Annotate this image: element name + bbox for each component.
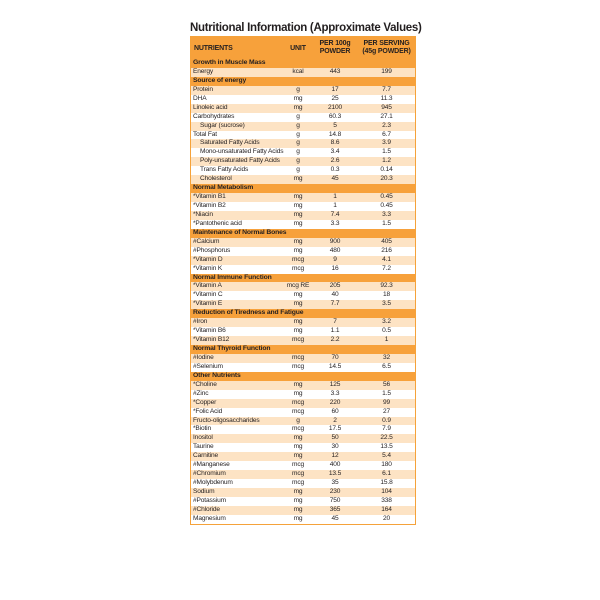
nutrient-name: *Vitamin B6 <box>193 327 226 335</box>
value-per-100g: 230 <box>329 488 341 495</box>
nutrient-name: *Vitamin C <box>193 291 223 299</box>
nutrient-name: Poly-unsaturated Fatty Acids <box>200 157 280 165</box>
value-per-100g: 1 <box>333 193 337 201</box>
value-per-serving: 405 <box>381 237 392 245</box>
nutrient-name: #Phosphorus <box>193 246 231 254</box>
value-per-100g: 35 <box>331 479 339 487</box>
value-per-serving: 0.5 <box>382 327 391 335</box>
nutrient-name: #Iron <box>193 318 208 326</box>
nutrient-unit: mcg <box>291 479 304 487</box>
value-per-100g: 3.3 <box>330 219 340 227</box>
nutrient-unit: mg <box>293 327 303 335</box>
table-row <box>191 497 415 506</box>
value-per-100g: 1 <box>333 202 337 209</box>
value-per-serving: 1.5 <box>382 219 391 227</box>
value-per-100g: 443 <box>329 67 341 75</box>
table-row <box>191 470 415 479</box>
section-header: Reduction of Tiredness and Fatigue <box>191 309 415 318</box>
nutrient-unit: mg <box>293 94 303 102</box>
value-per-serving: 6.1 <box>382 470 391 478</box>
nutrient-name: #Zinc <box>193 389 209 397</box>
table-row <box>191 479 415 488</box>
value-per-100g: 2100 <box>327 103 343 111</box>
table-row <box>191 300 415 309</box>
nutrient-name: Trans Fatty Acids <box>200 166 249 174</box>
value-per-serving: 1.2 <box>382 157 391 165</box>
nutrient-unit: mg <box>293 488 303 495</box>
table-row <box>191 425 415 434</box>
section-header: Source of energy <box>191 77 415 86</box>
nutrient-unit: mcg <box>291 255 304 263</box>
table-row <box>191 515 415 524</box>
table-row <box>191 265 415 274</box>
value-per-100g: 750 <box>329 496 341 504</box>
value-per-100g: 7.7 <box>330 300 340 308</box>
table-row <box>191 327 415 336</box>
value-per-serving: 164 <box>381 505 392 513</box>
nutrient-name: *Vitamin B12 <box>193 336 230 344</box>
nutrient-name: Energy <box>193 67 213 75</box>
table-row <box>191 122 415 131</box>
table-row <box>191 390 415 399</box>
nutrient-unit: mcg RE <box>286 282 310 290</box>
nutrient-unit: mcg <box>291 470 304 478</box>
nutrient-unit: mg <box>293 514 303 522</box>
table-row <box>191 461 415 470</box>
table-row <box>191 202 415 211</box>
nutrition-table <box>190 36 416 525</box>
value-per-100g: 2.6 <box>330 157 340 165</box>
value-per-serving: 1.5 <box>382 148 391 156</box>
nutrient-name: *Vitamin B2 <box>193 202 226 209</box>
header-per-100g: PER 100g POWDER <box>319 40 351 55</box>
nutrient-name: *Pantothenic acid <box>193 219 242 227</box>
table-row <box>191 139 415 148</box>
nutrient-name: Magnesium <box>193 514 226 522</box>
header-unit: UNIT <box>290 44 306 52</box>
nutrient-name: Protein <box>193 85 213 93</box>
nutrient-name: Inositol <box>193 434 213 442</box>
value-per-100g: 2 <box>333 416 337 424</box>
table-row <box>191 166 415 175</box>
nutrient-name: *Folic Acid <box>193 407 223 415</box>
nutrient-name: Taurine <box>193 443 214 451</box>
value-per-100g: 3.4 <box>330 148 340 156</box>
nutrient-unit: mcg <box>291 407 304 415</box>
value-per-100g: 3.3 <box>330 389 340 397</box>
nutrient-unit: mcg <box>291 264 304 272</box>
value-per-100g: 400 <box>329 461 341 469</box>
section-header: Maintenance of Normal Bones <box>191 229 415 238</box>
table-row <box>191 175 415 184</box>
value-per-serving: 3.9 <box>382 139 391 147</box>
value-per-100g: 900 <box>329 237 341 245</box>
table-row <box>191 86 415 95</box>
nutrient-name: Total Fat <box>193 130 217 138</box>
value-per-100g: 9 <box>333 255 337 263</box>
nutrient-unit: mcg <box>291 336 304 344</box>
nutrient-name: *Niacin <box>193 210 213 218</box>
nutrient-name: DHA <box>193 94 207 102</box>
table-row <box>191 336 415 345</box>
value-per-100g: 16 <box>331 264 339 272</box>
value-per-serving: 15.8 <box>380 479 393 487</box>
table-row <box>191 434 415 443</box>
value-per-serving: 2.3 <box>382 121 391 129</box>
value-per-serving: 4.1 <box>382 255 391 263</box>
nutrient-name: *Vitamin E <box>193 300 223 308</box>
value-per-serving: 0.45 <box>380 193 393 201</box>
value-per-serving: 22.5 <box>380 434 393 442</box>
nutrient-unit: mg <box>293 291 303 299</box>
value-per-100g: 12 <box>331 452 339 460</box>
nutrient-name: *Vitamin B1 <box>193 193 226 201</box>
nutrient-name: #Manganese <box>193 461 230 469</box>
nutrient-unit: g <box>296 112 300 120</box>
nutrient-unit: g <box>296 139 300 147</box>
value-per-serving: 6.5 <box>382 362 391 370</box>
nutrient-name: Linoleic acid <box>193 103 228 111</box>
nutrient-unit: mg <box>293 380 303 388</box>
nutrient-unit: mg <box>293 237 303 245</box>
table-row <box>191 157 415 166</box>
value-per-serving: 180 <box>381 461 392 469</box>
table-row <box>191 399 415 408</box>
table-row <box>191 247 415 256</box>
value-per-100g: 2.2 <box>330 336 340 344</box>
nutrient-name: *Choline <box>193 380 217 388</box>
value-per-100g: 7.4 <box>330 210 340 218</box>
nutrient-unit: kcal <box>292 67 304 75</box>
value-per-serving: 5.4 <box>382 452 391 460</box>
value-per-100g: 45 <box>331 514 339 522</box>
value-per-100g: 5 <box>333 121 337 129</box>
value-per-serving: 18 <box>382 291 391 299</box>
value-per-serving: 92.3 <box>380 282 393 290</box>
table-row <box>191 282 415 291</box>
nutrient-unit: g <box>296 166 300 174</box>
nutrient-unit: mcg <box>291 353 304 361</box>
section-header: Normal Thyroid Function <box>191 345 415 354</box>
nutrient-name: Fructo-oligosaccharides <box>193 416 260 424</box>
table-row <box>191 211 415 220</box>
value-per-100g: 13.5 <box>328 470 342 478</box>
value-per-serving: 104 <box>381 488 392 495</box>
table-row <box>191 354 415 363</box>
value-per-serving: 13.5 <box>380 443 393 451</box>
nutrient-unit: mg <box>293 318 303 326</box>
table-row <box>191 443 415 452</box>
nutrient-name: Carbohydrates <box>193 112 235 120</box>
nutrient-name: Carnitine <box>193 452 219 460</box>
value-per-serving: 20.3 <box>380 175 393 183</box>
nutrient-unit: g <box>296 416 300 424</box>
nutrient-unit: mg <box>293 202 303 209</box>
value-per-100g: 17.5 <box>328 425 342 433</box>
value-per-serving: 7.2 <box>382 264 391 272</box>
value-per-serving: 216 <box>381 246 392 254</box>
nutrient-unit: g <box>296 157 300 165</box>
value-per-serving: 7.9 <box>382 425 391 433</box>
table-row <box>191 452 415 461</box>
section-header: Growth in Muscle Mass <box>191 59 415 68</box>
nutrient-name: #Chromium <box>193 470 226 478</box>
value-per-serving: 0.45 <box>380 202 393 209</box>
table-row <box>191 506 415 515</box>
header-nutrients: NUTRIENTS <box>194 44 233 52</box>
value-per-serving: 27.1 <box>380 112 393 120</box>
section-header: Normal Metabolism <box>191 184 415 193</box>
value-per-100g: 40 <box>331 291 339 299</box>
nutrient-unit: mg <box>293 443 303 451</box>
value-per-100g: 60.3 <box>328 112 342 120</box>
table-row <box>191 363 415 372</box>
nutrient-name: Saturated Fatty Acids <box>200 139 260 147</box>
table-row <box>191 256 415 265</box>
nutrient-unit: mg <box>293 210 303 218</box>
value-per-100g: 30 <box>331 443 339 451</box>
value-per-serving: 3.2 <box>382 318 391 326</box>
nutrient-unit: mcg <box>291 461 304 469</box>
value-per-100g: 125 <box>329 380 341 388</box>
value-per-serving: 0.9 <box>382 416 391 424</box>
value-per-serving: 7.7 <box>382 85 391 93</box>
nutrient-unit: mg <box>293 434 303 442</box>
value-per-serving: 945 <box>381 103 392 111</box>
nutrient-unit: mg <box>293 496 303 504</box>
value-per-100g: 17 <box>331 85 339 93</box>
table-row <box>191 291 415 300</box>
nutrient-name: *Vitamin D <box>193 255 223 263</box>
nutrient-unit: mcg <box>291 362 304 370</box>
table-row <box>191 381 415 390</box>
nutrient-name: #Iodine <box>193 353 214 361</box>
value-per-serving: 11.3 <box>380 94 393 102</box>
nutrient-unit: mg <box>293 505 303 513</box>
value-per-serving: 20 <box>382 514 391 522</box>
value-per-serving: 27 <box>382 407 391 415</box>
value-per-100g: 205 <box>329 282 341 290</box>
nutrient-unit: mg <box>293 246 303 254</box>
nutrient-name: Mono-unsaturated Fatty Acids <box>200 148 284 156</box>
table-row <box>191 104 415 113</box>
nutrient-unit: mg <box>293 103 303 111</box>
value-per-100g: 8.6 <box>330 139 340 147</box>
table-row <box>191 68 415 77</box>
value-per-serving: 3.3 <box>382 210 391 218</box>
nutrient-name: Sugar (sucrose) <box>200 121 245 129</box>
nutrient-unit: mcg <box>291 398 304 406</box>
table-row <box>191 408 415 417</box>
nutrient-name: #Selenium <box>193 362 223 370</box>
value-per-serving: 56 <box>382 380 391 388</box>
value-per-100g: 0.3 <box>330 166 340 174</box>
nutrient-name: *Vitamin A <box>193 282 222 290</box>
nutrient-name: #Chloride <box>193 505 220 513</box>
nutrient-unit: mg <box>293 300 303 308</box>
nutrient-name: Cholesterol <box>200 175 232 183</box>
nutrient-name: #Molybdenum <box>193 479 233 487</box>
table-row <box>191 238 415 247</box>
value-per-100g: 14.8 <box>328 130 342 138</box>
value-per-100g: 7 <box>333 318 337 326</box>
nutrient-unit: mcg <box>291 425 304 433</box>
table-row <box>191 318 415 327</box>
nutrient-unit: mg <box>293 389 303 397</box>
nutrient-unit: mg <box>293 219 303 227</box>
value-per-serving: 338 <box>381 496 392 504</box>
value-per-100g: 70 <box>331 353 339 361</box>
value-per-100g: 25 <box>331 94 339 102</box>
value-per-100g: 14.5 <box>328 362 342 370</box>
value-per-100g: 60 <box>331 407 339 415</box>
value-per-serving: 99 <box>382 398 391 406</box>
nutrient-unit: g <box>296 130 300 138</box>
value-per-serving: 3.5 <box>382 300 391 308</box>
table-title: Nutritional Information (Approximate Values) <box>190 22 422 34</box>
table-row <box>191 113 415 122</box>
value-per-serving: 6.7 <box>382 130 391 138</box>
table-row <box>191 193 415 202</box>
table-row <box>191 148 415 157</box>
table-row <box>191 95 415 104</box>
nutrient-name: *Vitamin K <box>193 264 223 272</box>
table-row <box>191 220 415 229</box>
nutrient-unit: g <box>296 85 300 93</box>
value-per-serving: 1 <box>384 336 389 344</box>
value-per-100g: 220 <box>329 398 341 406</box>
value-per-100g: 1.1 <box>330 327 340 335</box>
nutrient-name: #Potassium <box>193 496 226 504</box>
value-per-serving: 1.5 <box>382 389 391 397</box>
value-per-serving: 32 <box>382 353 391 361</box>
table-row <box>191 131 415 140</box>
value-per-serving: 0.14 <box>380 166 393 174</box>
table-row <box>191 488 415 497</box>
value-per-100g: 45 <box>331 175 339 183</box>
nutrient-unit: mg <box>293 452 303 460</box>
header-per-serving: PER SERVING (45g POWDER) <box>362 40 411 55</box>
value-per-serving: 199 <box>381 67 392 75</box>
section-header: Normal Immune Function <box>191 274 415 283</box>
nutrient-unit: g <box>296 121 300 129</box>
nutrient-name: #Calcium <box>193 237 220 245</box>
nutrient-name: *Biotin <box>193 425 212 433</box>
value-per-100g: 365 <box>329 505 341 513</box>
nutrient-unit: g <box>296 148 300 156</box>
nutrient-name: Sodium <box>193 488 215 495</box>
nutrient-unit: mg <box>293 175 303 183</box>
table-header-row <box>191 37 415 59</box>
nutrient-unit: mg <box>293 193 303 201</box>
nutrient-name: *Copper <box>193 398 217 406</box>
table-body <box>191 59 415 524</box>
value-per-100g: 480 <box>329 246 341 254</box>
value-per-100g: 50 <box>331 434 339 442</box>
section-header: Other Nutrients <box>191 372 415 381</box>
table-row <box>191 417 415 426</box>
